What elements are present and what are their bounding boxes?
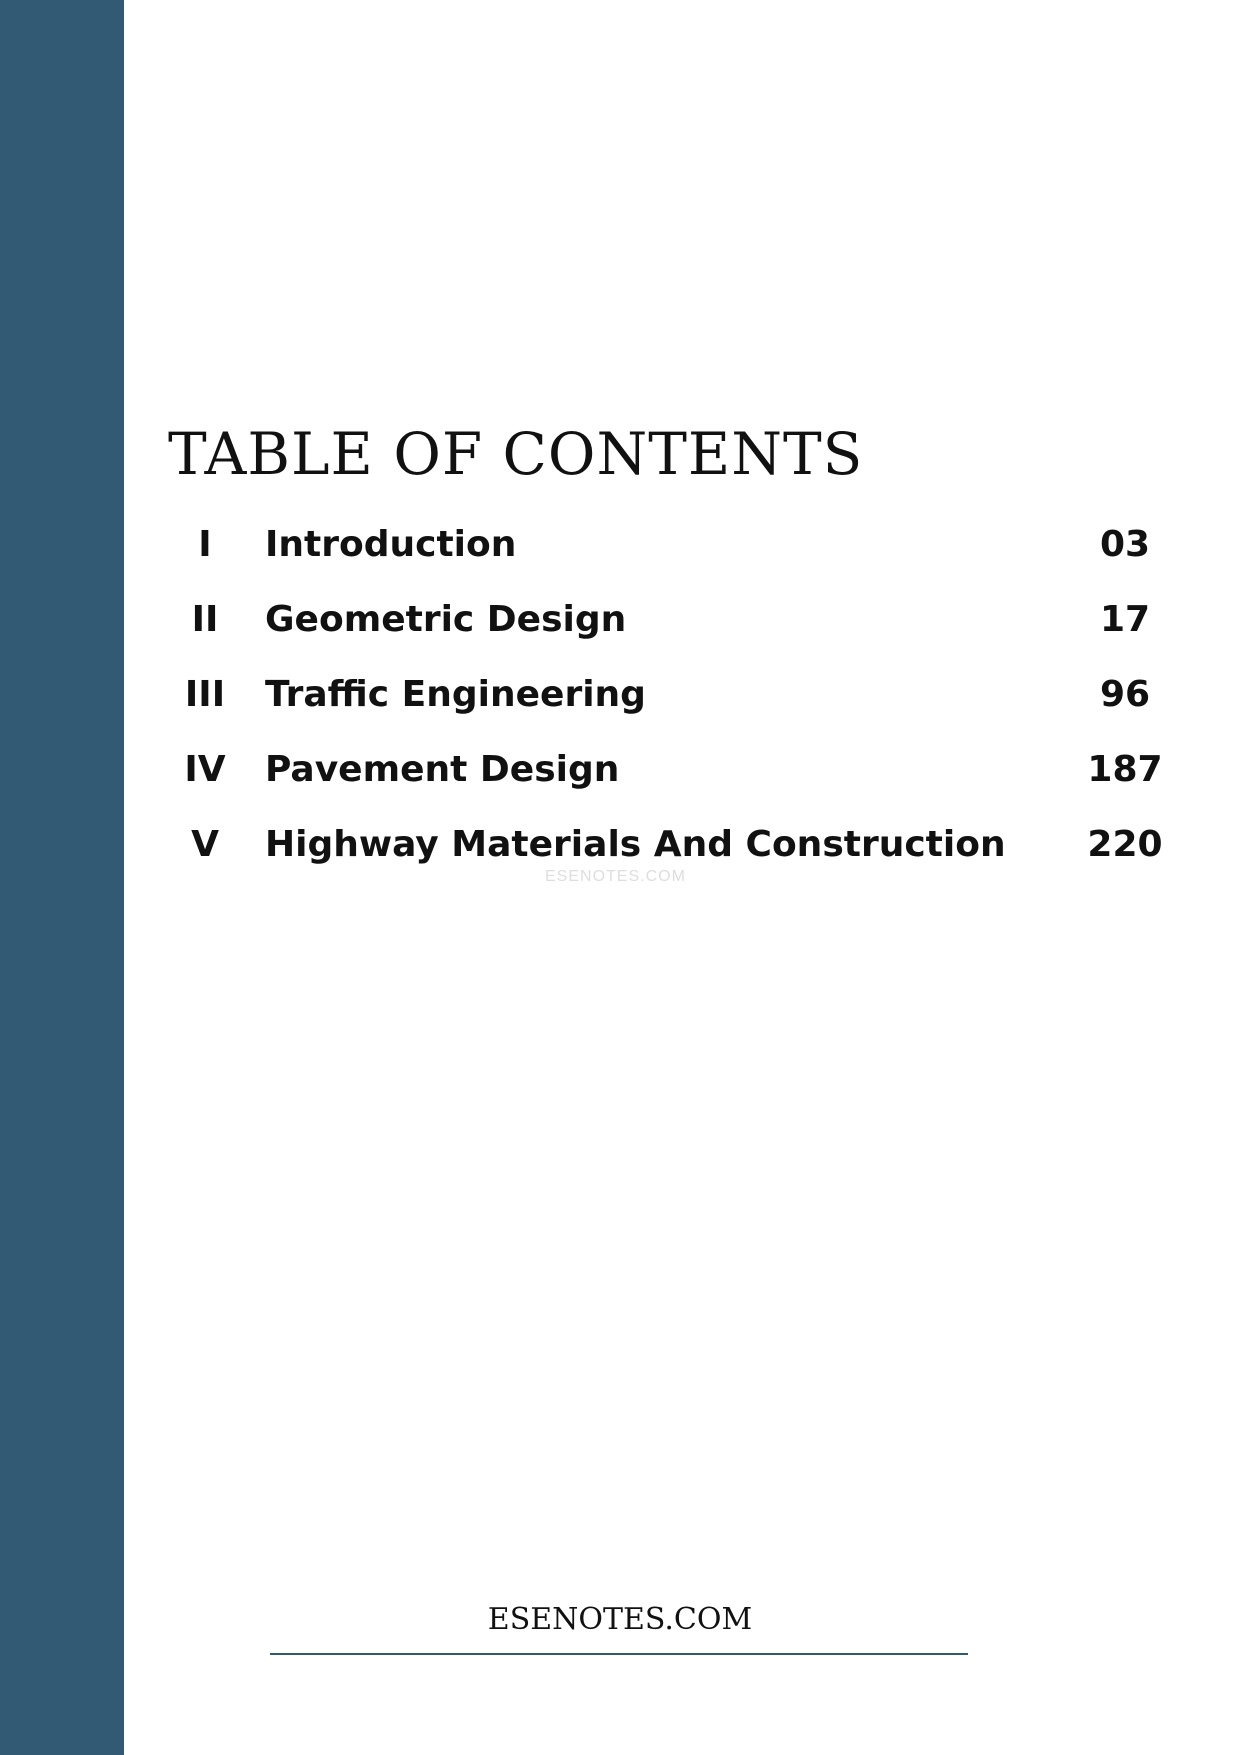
toc-numeral: II [191, 599, 219, 640]
toc-numeral: V [191, 824, 219, 865]
footer-site-name[interactable]: ESENOTES.COM [487, 1602, 753, 1637]
toc-page-number: 187 [1087, 749, 1163, 790]
side-color-band [0, 0, 124, 1755]
toc-entry-pavement-design[interactable] [170, 743, 1180, 818]
page-title: TABLE OF CONTENTS [168, 420, 864, 488]
watermark: ESENOTES.COM [545, 868, 686, 885]
toc-label: Traffic Engineering [265, 674, 646, 715]
toc-entry-introduction[interactable] [170, 518, 1180, 593]
toc-entry-geometric-design[interactable] [170, 593, 1180, 668]
toc-entry-traffic-engineering[interactable] [170, 668, 1180, 743]
toc-list [170, 518, 1180, 893]
toc-page-number: 220 [1087, 824, 1163, 865]
toc-label: Geometric Design [265, 599, 627, 640]
toc-numeral: IV [184, 749, 226, 790]
toc-numeral: I [198, 524, 212, 565]
footer-divider [270, 1653, 968, 1655]
toc-label: Pavement Design [265, 749, 620, 790]
toc-numeral: III [184, 674, 226, 715]
toc-label: Highway Materials And Construction [265, 824, 1006, 865]
toc-page-number: 17 [1099, 599, 1151, 640]
toc-page-number: 96 [1099, 674, 1151, 715]
toc-page-number: 03 [1099, 524, 1151, 565]
toc-label: Introduction [265, 524, 517, 565]
